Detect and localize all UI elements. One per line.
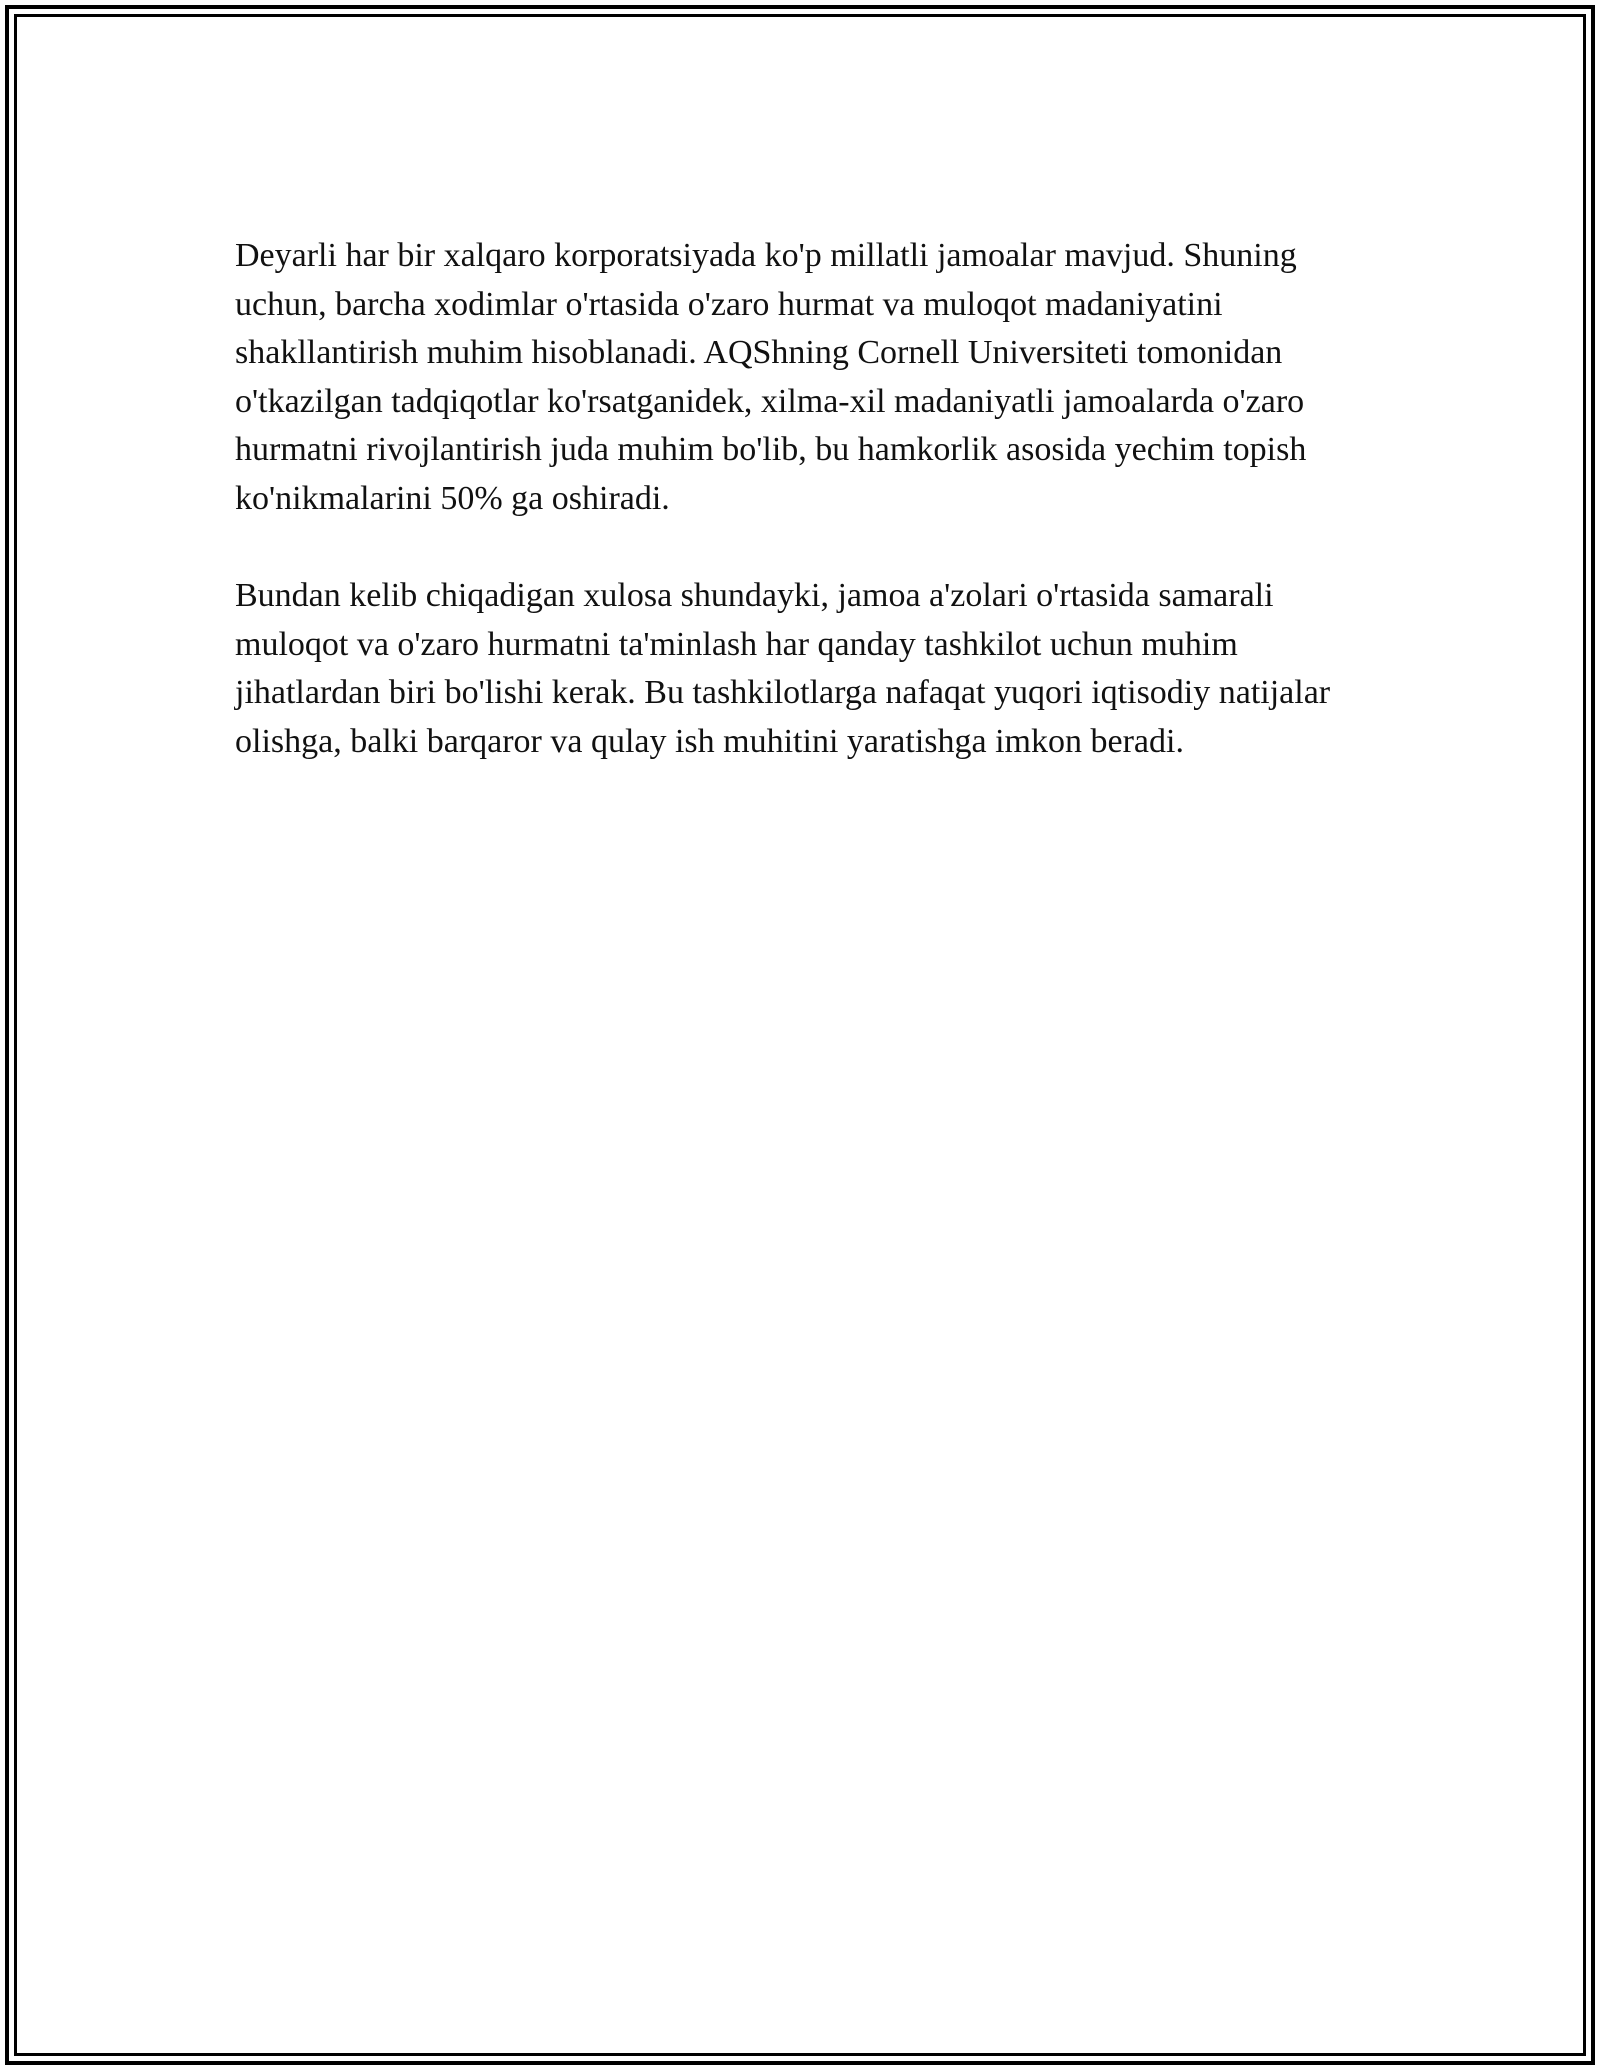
document-body — [235, 232, 1365, 767]
paragraph-1: Deyarli har bir xalqaro korporatsiyada ko'p millatli jamoalar mavjud. Shuning uchun, barcha xodimlar o'rtasida o'zaro hurmat va muloqot madaniyatini shakllantirish muhim hisoblanadi. AQShning Cornell Universiteti tomonidan o'tkazilgan tadqiqotlar ko'rsatganidek, xilma-xil madaniyatli jamoalarda o'zaro hurmatni rivojlantirish juda muhim bo'lib, bu hamkorlik asosida yechim topish ko'nikmalarini 50% ga oshiradi. — [235, 237, 1307, 517]
paragraph-2: Bundan kelib chiqadigan xulosa shundayki, jamoa a'zolari o'rtasida samarali muloqot va o'zaro hurmatni ta'minlash har qanday tashkilot uchun muhim jihatlardan biri bo'lishi kerak. Bu tashkilotlarga nafaqat yuqori iqtisodiy natijalar olishga, balki barqaror va qulay ish muhitini yaratishga imkon beradi. — [235, 577, 1331, 760]
